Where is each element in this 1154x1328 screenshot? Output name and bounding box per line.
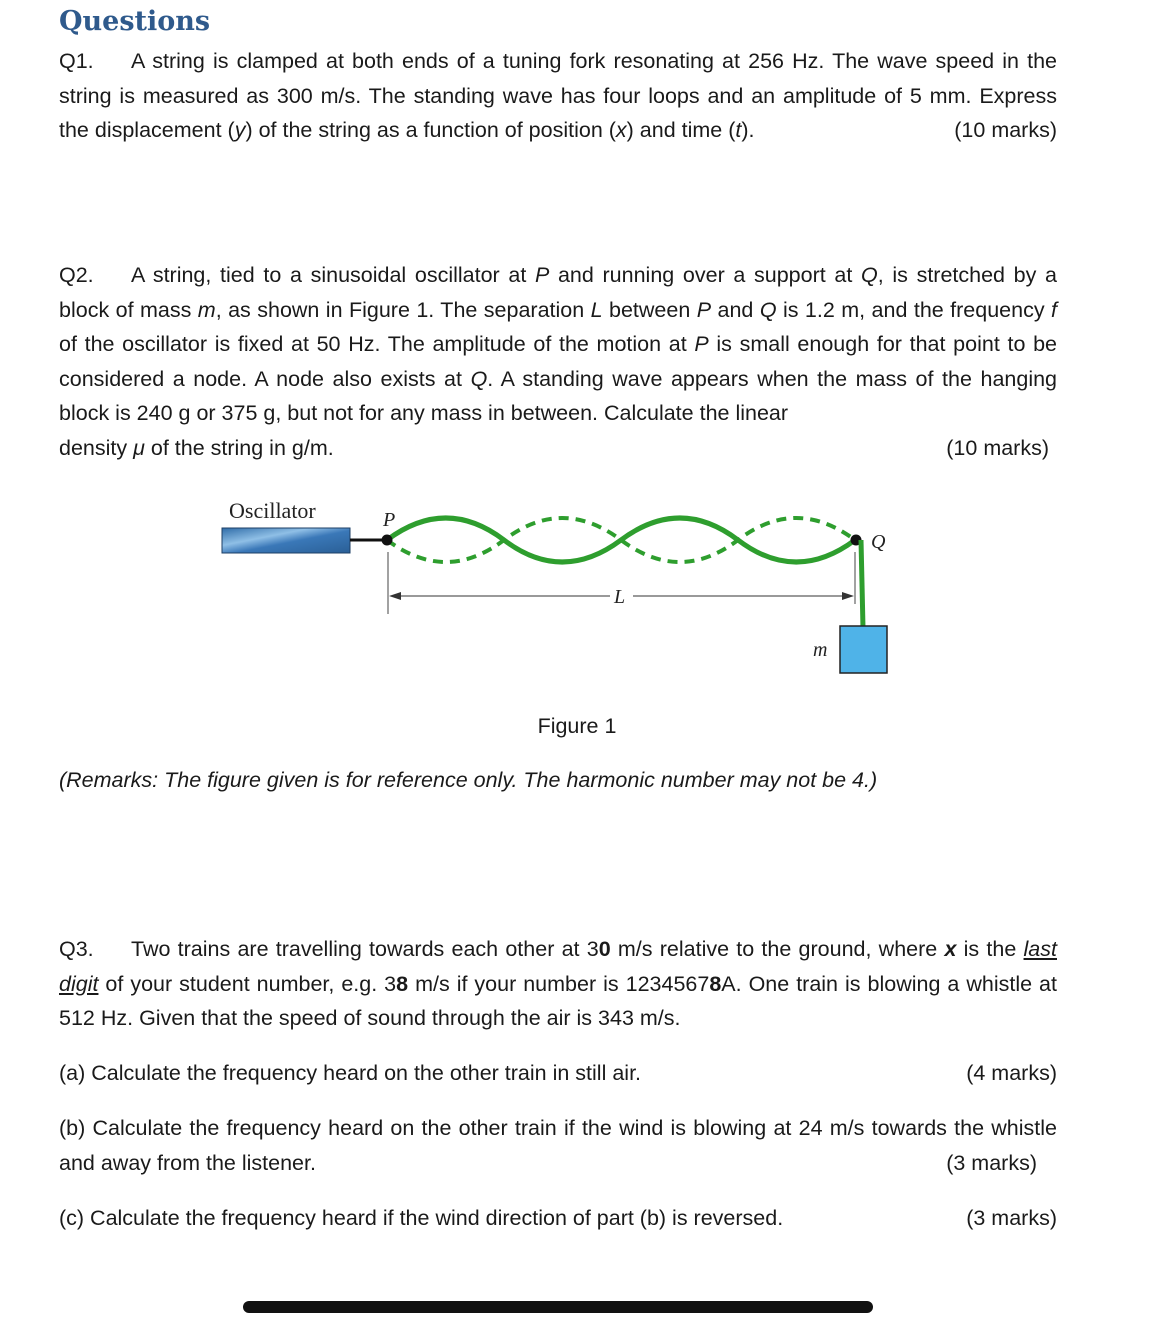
last-digit-emphasis: last digit xyxy=(59,937,1057,996)
question-3c-marks: (3 marks) xyxy=(966,1206,1057,1230)
standing-wave-solid xyxy=(387,518,855,562)
question-2-number: Q2. xyxy=(59,263,94,287)
page-heading: Questions xyxy=(59,6,211,37)
question-3b-marks: (3 marks) xyxy=(946,1150,1037,1175)
question-1-number: Q1. xyxy=(59,49,94,73)
hanging-block xyxy=(840,626,887,673)
figure-1-diagram xyxy=(215,492,915,684)
home-indicator-bar[interactable] xyxy=(243,1301,873,1313)
oscillator-box xyxy=(222,528,350,553)
question-2-marks: (10 marks) xyxy=(946,435,1049,460)
question-3-text: Q3. Two trains are travelling towards each other at 30 m/s relative to the ground, where x is the last digit of your student number, e.g. 38 m/s if your number is 12345678A. One train is blowing a whistle at 512 Hz. Given that the speed of sound through the air is 343 m/s. xyxy=(59,932,1057,1036)
question-3c xyxy=(59,1201,1077,1236)
dimension-arrow-left xyxy=(389,592,401,600)
question-1-marks: (10 marks) xyxy=(954,118,1057,142)
question-1 xyxy=(59,44,1057,148)
dimension-arrow-right xyxy=(842,592,854,600)
hanging-string xyxy=(861,540,863,628)
p-label: P xyxy=(383,509,396,531)
question-2-text: Q2. A string, tied to a sinusoidal oscillator at P and running over a support at Q, is stretched by a block of mass m, as shown in Figure 1. The separation L between P and Q is 1.2 m, and the frequency f of the oscillator is fixed at 50 Hz. The amplitude of the motion at P is small enough for that point to be considered a node. A node also exists at Q. A standing wave appears when the mass of the hanging block is 240 g or 375 g, but not for any mass in between. Calculate the linear xyxy=(59,258,1057,431)
question-3b xyxy=(59,1111,1057,1180)
figure-caption: Figure 1 xyxy=(537,714,617,738)
question-3a-marks: (4 marks) xyxy=(966,1061,1057,1085)
x-digit-placeholder: 0 xyxy=(598,937,611,961)
question-1-text: Q1. A string is clamped at both ends of a tuning fork resonating at 256 Hz. The wave speed in the string is measured as 300 m/s. The standing wave has four loops and an amplitude of 5 mm. Express the displacement (y) of the string as a function of position (x) and time (t). (10 marks) xyxy=(59,44,1057,148)
figure-remarks: (Remarks: The figure given is for reference only. The harmonic number may not be 4.) xyxy=(59,768,878,792)
question-3 xyxy=(59,932,1057,1036)
question-3a-text: (a) Calculate the frequency heard on the other train in still air. xyxy=(59,1061,642,1085)
question-3b-text: (b) Calculate the frequency heard on the other train if the wind is blowing at 24 m/s towards the whistle and away from the listener. xyxy=(59,1116,1057,1175)
question-3c-text: (c) Calculate the frequency heard if the wind direction of part (b) is reversed. xyxy=(59,1206,784,1230)
question-3a xyxy=(59,1056,1077,1091)
m-label: m xyxy=(813,639,828,661)
node-p-dot xyxy=(382,535,393,546)
l-label: L xyxy=(614,586,626,608)
q-label: Q xyxy=(871,531,886,553)
question-3-number: Q3. xyxy=(59,937,94,961)
question-2-last-line: density μ of the string in g/m. (10 marks) xyxy=(59,431,1057,466)
question-2 xyxy=(59,258,1057,465)
oscillator-label: Oscillator xyxy=(229,498,316,523)
